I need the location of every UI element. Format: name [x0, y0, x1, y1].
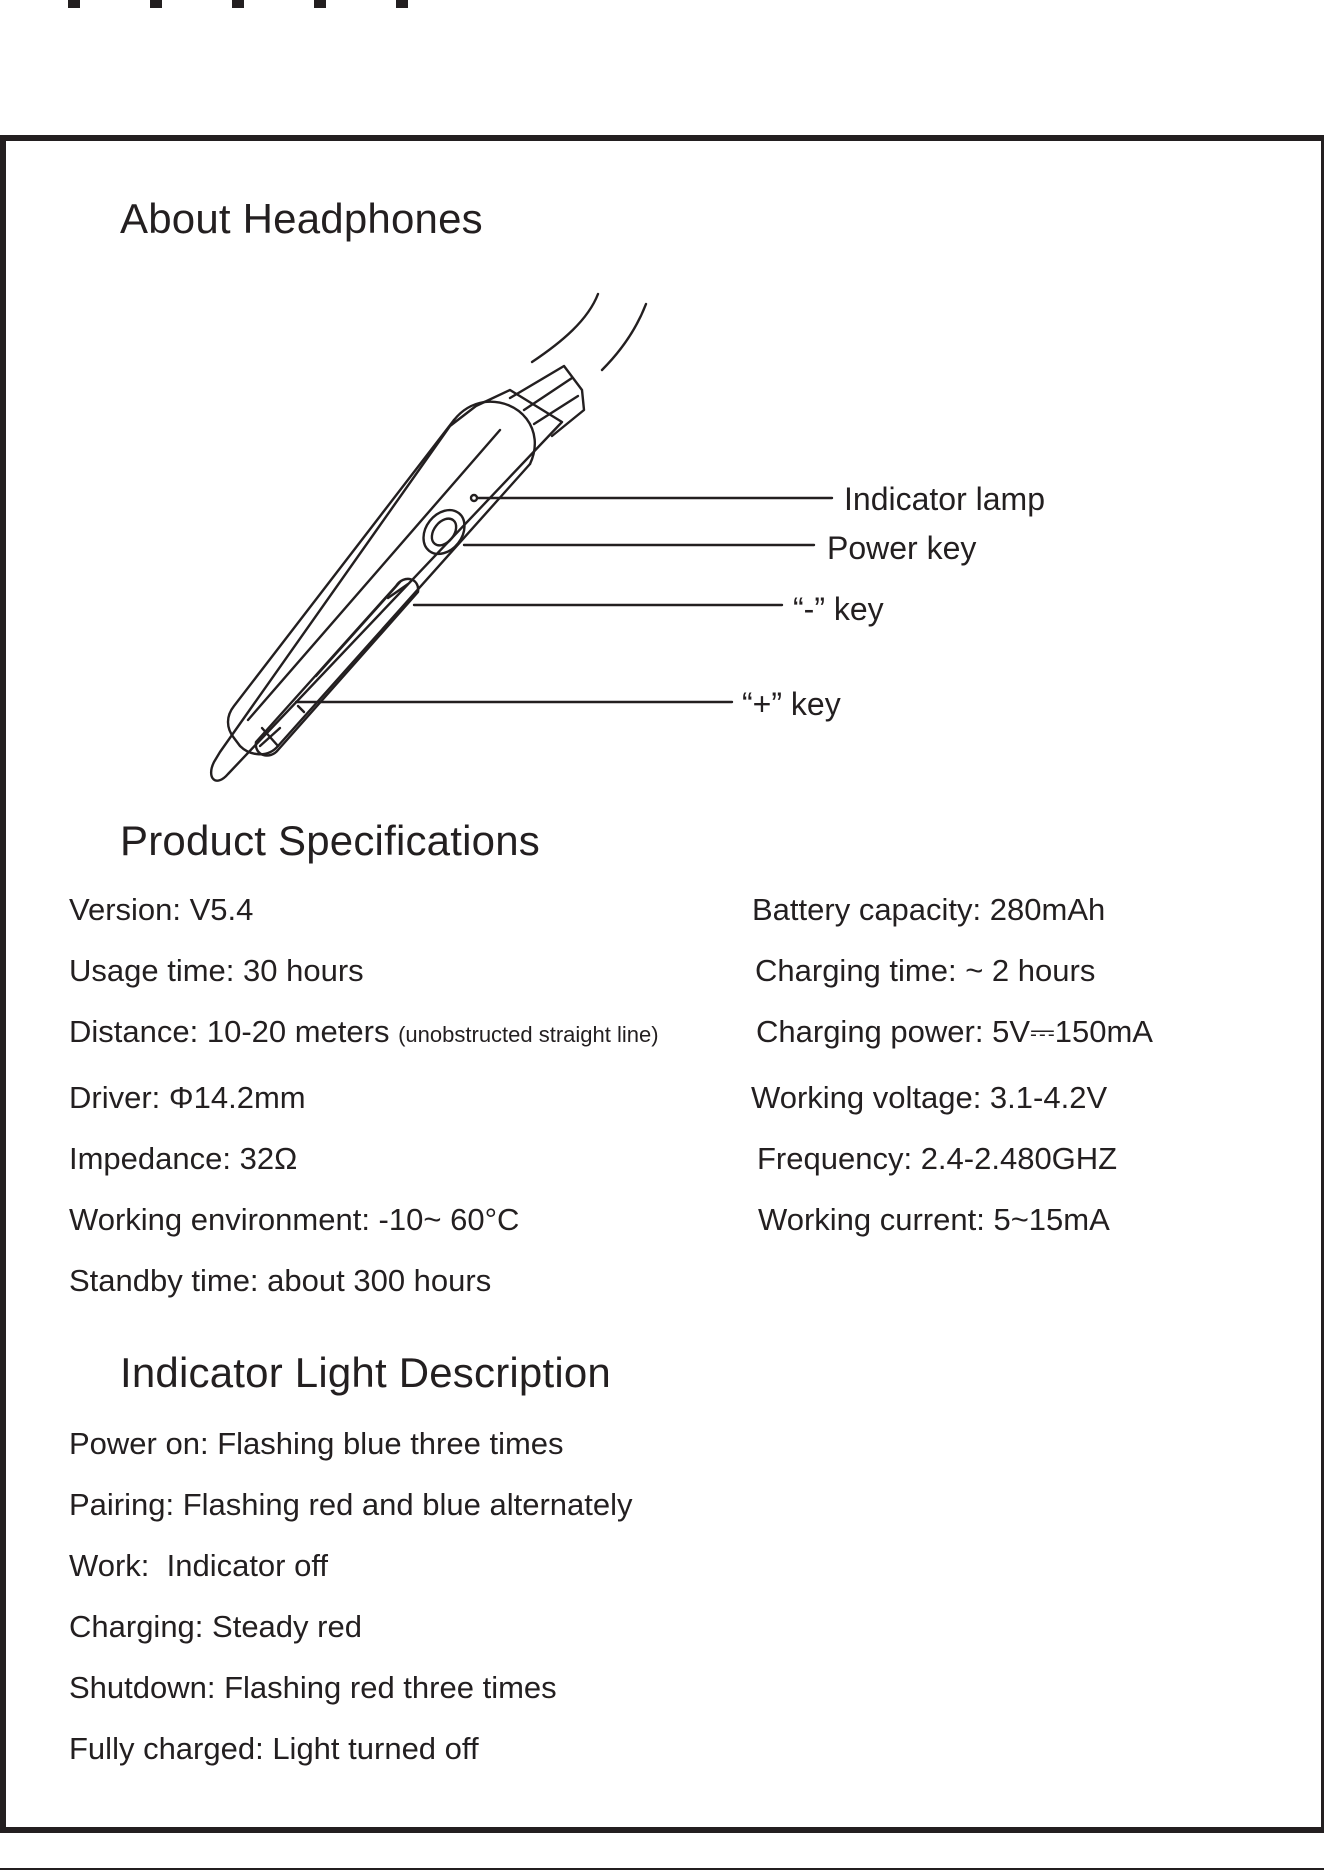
- indicator-light-heading: Indicator Light Description: [120, 1349, 611, 1396]
- spec-driver: Driver: Φ14.2mm: [69, 1080, 306, 1115]
- spec-charging-power: Charging power: 5V⎓150mA: [756, 1014, 1153, 1049]
- spec-working-voltage: Working voltage: 3.1-4.2V: [751, 1080, 1108, 1115]
- spec-distance-value: Distance: 10-20 meters: [69, 1014, 390, 1049]
- bottom-rule: [0, 1868, 1324, 1870]
- spec-battery-capacity: Battery capacity: 280mAh: [752, 892, 1106, 927]
- callout-minus-key: “-” key: [793, 591, 884, 627]
- spec-distance: [69, 1014, 659, 1050]
- spec-impedance: Impedance: 32Ω: [69, 1141, 298, 1176]
- spec-charging-time: Charging time: ~ 2 hours: [755, 953, 1096, 988]
- callout-power-key: Power key: [827, 530, 977, 566]
- indicator-item: Work: Indicator off: [69, 1548, 329, 1583]
- spec-usage-time: Usage time: 30 hours: [69, 953, 364, 988]
- spec-version: Version: V5.4: [69, 892, 254, 927]
- indicator-item: Power on: Flashing blue three times: [69, 1426, 564, 1461]
- indicator-item: Charging: Steady red: [69, 1609, 362, 1644]
- product-specifications-heading: Product Specifications: [120, 817, 540, 864]
- callout-plus-key: “+” key: [742, 686, 841, 722]
- spec-distance-note: (unobstructed straight line): [398, 1022, 659, 1047]
- indicator-item: Fully charged: Light turned off: [69, 1731, 479, 1766]
- indicator-item: Shutdown: Flashing red three times: [69, 1670, 557, 1705]
- spec-working-current: Working current: 5~15mA: [758, 1202, 1110, 1237]
- spec-standby-time: Standby time: about 300 hours: [69, 1263, 492, 1298]
- spec-working-environment: Working environment: -10~ 60°C: [69, 1202, 520, 1237]
- indicator-item: Pairing: Flashing red and blue alternately: [69, 1487, 633, 1522]
- spec-frequency: Frequency: 2.4-2.480GHZ: [757, 1141, 1118, 1176]
- callout-indicator-lamp: Indicator lamp: [844, 481, 1045, 517]
- top-cropped-marks: [0, 0, 480, 10]
- frame-left-border: [0, 135, 6, 1833]
- about-headphones-heading: About Headphones: [120, 195, 483, 242]
